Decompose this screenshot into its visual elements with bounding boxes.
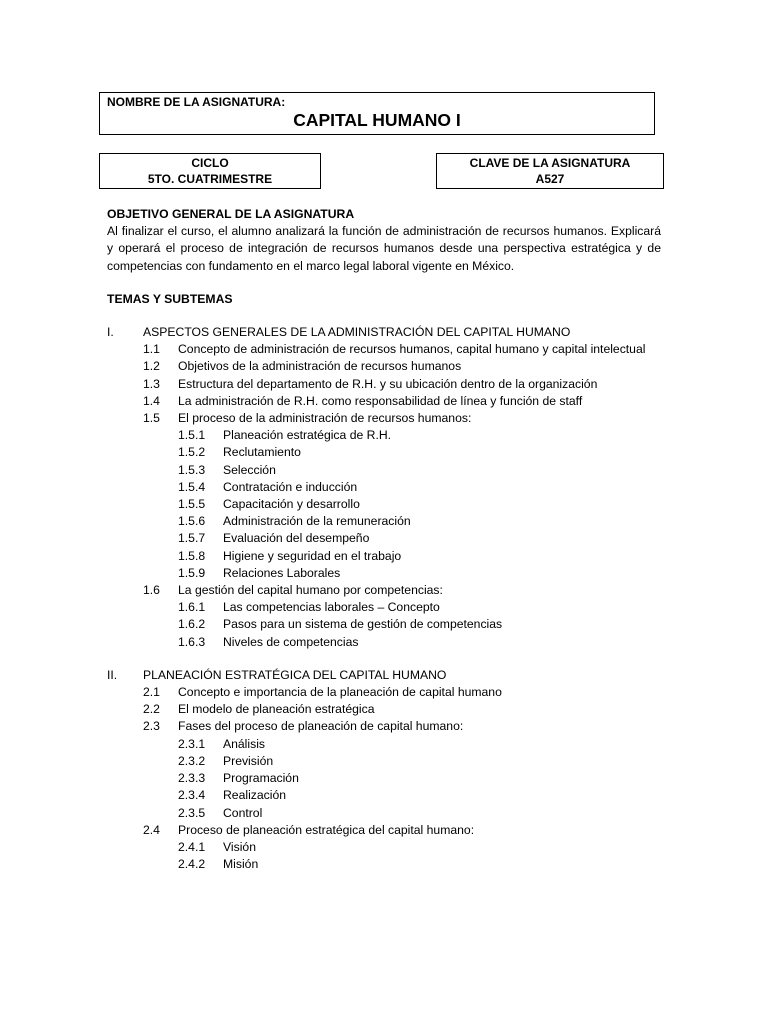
subtopic-item — [107, 736, 661, 753]
subtopic-item-number: 2.3.2 — [178, 753, 206, 768]
topic-item-text: La administración de R.H. como responsabilidad de línea y función de staff — [178, 393, 583, 408]
subtopic-item-number: 1.6.3 — [178, 634, 206, 649]
topics-list — [107, 324, 661, 873]
subtopic-item-text: Selección — [223, 462, 276, 477]
subtopic-item-number: 1.5.6 — [178, 514, 206, 529]
subtopic-item-number: 1.5.8 — [178, 548, 206, 563]
unit-title-text: PLANEACIÓN ESTRATÉGICA DEL CAPITAL HUMANO — [143, 667, 447, 682]
topics-heading: TEMAS Y SUBTEMAS — [107, 291, 233, 306]
topic-item — [107, 701, 661, 718]
topic-item-number: 1.3 — [143, 376, 160, 391]
unit-title — [107, 324, 661, 341]
topic-item-text: Objetivos de la administración de recursos humanos — [178, 359, 462, 374]
subject-name-box — [99, 92, 655, 135]
unit-title-number: I. — [107, 325, 114, 340]
subtopic-item — [107, 839, 661, 856]
subtopic-item-number: 1.5.9 — [178, 565, 206, 580]
cycle-label: CICLO — [191, 156, 229, 170]
subject-key-box — [436, 153, 664, 189]
subtopic-item-number: 1.5.5 — [178, 497, 206, 512]
subtopic-item-text: Visión — [223, 839, 256, 854]
topic-item-number: 2.1 — [143, 685, 160, 700]
subject-title: CAPITAL HUMANO I — [293, 110, 461, 130]
subtopic-item-text: Evaluación del desempeño — [223, 531, 370, 546]
topic-item-number: 2.2 — [143, 702, 160, 717]
subtopic-item-number: 2.3.1 — [178, 736, 206, 751]
subtopic-item — [107, 787, 661, 804]
topic-item — [107, 410, 661, 427]
subtopic-item-text: Relaciones Laborales — [223, 565, 341, 580]
topic-item-number: 1.4 — [143, 393, 160, 408]
subtopic-item-number: 1.5.3 — [178, 462, 206, 477]
subtopic-item — [107, 462, 661, 479]
unit-title — [107, 667, 661, 684]
topic-item-text: Fases del proceso de planeación de capital humano: — [178, 719, 464, 734]
subtopic-item-text: Análisis — [223, 736, 265, 751]
subtopic-item-number: 1.6.1 — [178, 600, 206, 615]
topic-item-text: El modelo de planeación estratégica — [178, 702, 375, 717]
topic-item-number: 2.3 — [143, 719, 160, 734]
subtopic-item-number: 2.3.3 — [178, 771, 206, 786]
subtopic-item-text: Reclutamiento — [223, 445, 301, 460]
objective-text: Al finalizar el curso, el alumno analizará la función de administración de recursos humanos. Explicará y operará el proceso de integración de recursos humanos desde una perspectiva estratégica y de competencias con fundamento en el marco legal laboral vigente en México. — [107, 224, 661, 273]
subtopic-item — [107, 599, 661, 616]
subtopic-item-number: 1.5.1 — [178, 428, 206, 443]
topic-item-number: 1.2 — [143, 359, 160, 374]
subtopic-item-number: 1.5.2 — [178, 445, 206, 460]
subject-label: NOMBRE DE LA ASIGNATURA: — [107, 95, 286, 109]
cycle-value: 5TO. CUATRIMESTRE — [147, 172, 273, 186]
subject-key-label: CLAVE DE LA ASIGNATURA — [469, 156, 631, 170]
subtopic-item — [107, 856, 661, 873]
subtopic-item-number: 2.3.4 — [178, 788, 206, 803]
subtopic-item-number: 2.4.1 — [178, 839, 206, 854]
objective-heading: OBJETIVO GENERAL DE LA ASIGNATURA — [107, 207, 355, 221]
subtopic-item-text: Pasos para un sistema de gestión de competencias — [223, 617, 503, 632]
subtopic-item — [107, 565, 661, 582]
unit-title-number: II. — [107, 667, 118, 682]
subtopic-item-text: Administración de la remuneración — [223, 514, 411, 529]
topic-item-number: 1.1 — [143, 342, 160, 357]
subtopic-item-text: Misión — [223, 857, 259, 872]
subtopic-item — [107, 753, 661, 770]
subtopic-item-text: Previsión — [223, 753, 274, 768]
subtopic-item — [107, 427, 661, 444]
subtopic-item-text: Realización — [223, 788, 287, 803]
subtopic-item — [107, 805, 661, 822]
subtopic-item-number: 1.6.2 — [178, 617, 206, 632]
subtopic-item — [107, 530, 661, 547]
subtopic-item-number: 1.5.4 — [178, 479, 206, 494]
cycle-box — [99, 153, 321, 189]
topic-item-text: Estructura del departamento de R.H. y su ubicación dentro de la organización — [178, 376, 598, 391]
subtopic-item — [107, 548, 661, 565]
topic-item — [107, 582, 661, 599]
topic-item-text: El proceso de la administración de recursos humanos: — [178, 411, 472, 426]
topic-item-number: 2.4 — [143, 822, 160, 837]
subtopic-item — [107, 513, 661, 530]
subtopic-item-text: Higiene y seguridad en el trabajo — [223, 548, 402, 563]
unit-title-text: ASPECTOS GENERALES DE LA ADMINISTRACIÓN DEL CAPITAL HUMANO — [143, 325, 571, 340]
subtopic-item-number: 1.5.7 — [178, 531, 206, 546]
document-body — [107, 206, 661, 873]
subtopic-item — [107, 770, 661, 787]
topic-item — [107, 358, 661, 375]
topic-item-number: 1.6 — [143, 583, 160, 598]
topic-item — [107, 684, 661, 701]
subtopic-item-text: Contratación e inducción — [223, 479, 358, 494]
topic-item — [107, 393, 661, 410]
subtopic-item-text: Capacitación y desarrollo — [223, 497, 360, 512]
subtopic-item-text: Niveles de competencias — [223, 634, 359, 649]
topic-item — [107, 822, 661, 839]
topic-item-text: Proceso de planeación estratégica del capital humano: — [178, 822, 475, 837]
subtopic-item-text: Programación — [223, 771, 299, 786]
subtopic-item-text: Control — [223, 805, 263, 820]
subtopic-item-number: 2.4.2 — [178, 857, 206, 872]
subtopic-item — [107, 479, 661, 496]
topic-item-number: 1.5 — [143, 411, 160, 426]
subtopic-item — [107, 444, 661, 461]
topic-item-text: Concepto e importancia de la planeación de capital humano — [178, 685, 502, 700]
topic-item-text: La gestión del capital humano por competencias: — [178, 583, 443, 598]
subject-key-value: A527 — [535, 172, 565, 186]
subtopic-item — [107, 496, 661, 513]
subtopic-item-text: Planeación estratégica de R.H. — [223, 428, 392, 443]
topic-item-text: Concepto de administración de recursos humanos, capital humano y capital intelectual — [178, 342, 646, 357]
topic-item — [107, 376, 661, 393]
topic-item — [107, 341, 661, 358]
subtopic-item — [107, 616, 661, 633]
subtopic-item-number: 2.3.5 — [178, 805, 206, 820]
subtopic-item-text: Las competencias laborales – Concepto — [223, 600, 440, 615]
topic-item — [107, 718, 661, 735]
subtopic-item — [107, 634, 661, 651]
